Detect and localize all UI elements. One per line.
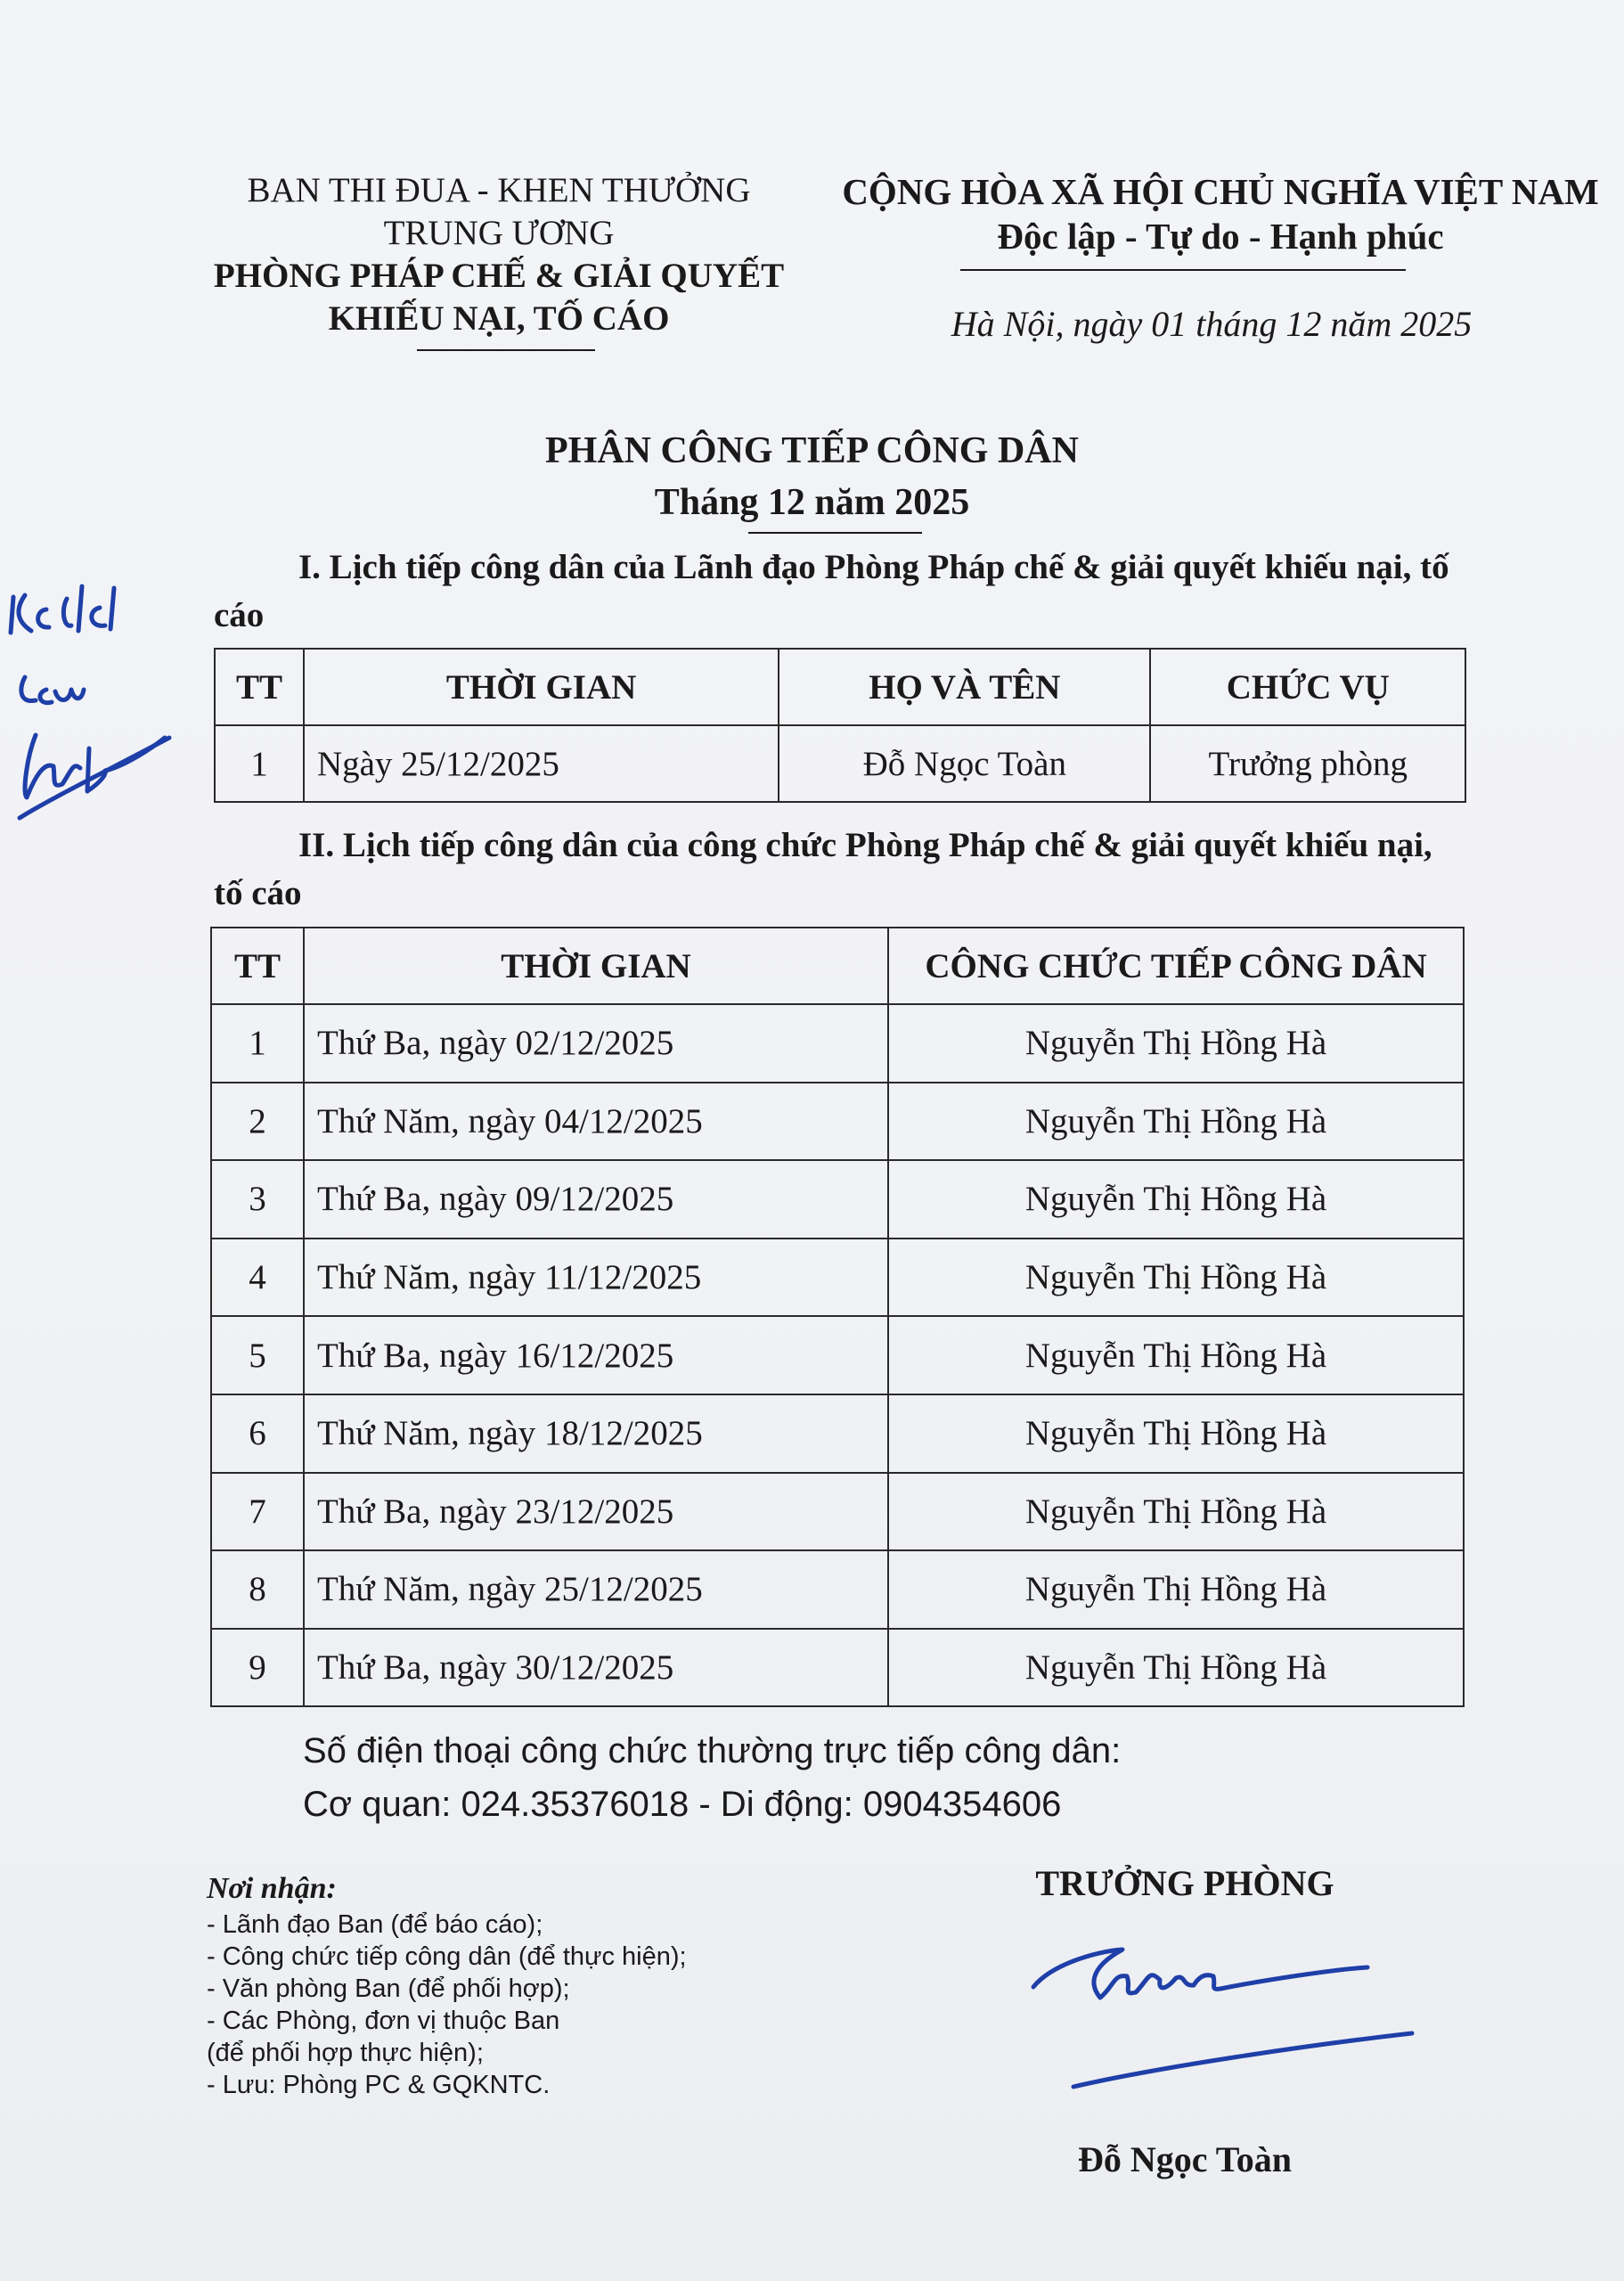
table-row [211, 1083, 1464, 1161]
table-row [215, 725, 1465, 802]
table-row [211, 1160, 1464, 1239]
row-number: 9 [211, 1629, 304, 1707]
title-underline [748, 532, 922, 534]
handwritten-annotation [0, 579, 178, 838]
signer-name: Đỗ Ngọc Toàn [1077, 2139, 1293, 2179]
table-row [211, 1316, 1464, 1394]
signer-title: TRƯỞNG PHÒNG [1035, 1863, 1334, 1903]
document-title: PHÂN CÔNG TIẾP CÔNG DÂN [545, 430, 1079, 471]
row-time: Thứ Ba, ngày 16/12/2025 [304, 1316, 888, 1394]
row-officer: Nguyễn Thị Hồng Hà [888, 1239, 1464, 1317]
column-header: THỜI GIAN [304, 928, 888, 1004]
row-officer: Nguyễn Thị Hồng Hà [888, 1316, 1464, 1394]
row-time: Thứ Năm, ngày 25/12/2025 [304, 1550, 888, 1629]
row-officer: Nguyễn Thị Hồng Hà [888, 1550, 1464, 1629]
document-subtitle: Tháng 12 năm 2025 [654, 482, 970, 523]
recipient-item: - Lãnh đạo Ban (để báo cáo); [207, 1910, 543, 1939]
row-officer: Nguyễn Thị Hồng Hà [888, 1083, 1464, 1161]
column-header: TT [211, 928, 304, 1004]
contact-label: Số điện thoại công chức thường trực tiếp công dân: [303, 1731, 1122, 1770]
row-officer: Nguyễn Thị Hồng Hà [888, 1160, 1464, 1239]
table-row [211, 1550, 1464, 1629]
row-officer: Nguyễn Thị Hồng Hà [888, 1473, 1464, 1551]
row-time: Thứ Năm, ngày 18/12/2025 [304, 1394, 888, 1473]
row-number: 3 [211, 1160, 304, 1239]
recipient-item: (để phối hợp thực hiện); [207, 2039, 484, 2067]
motto-underline [960, 269, 1406, 271]
section-2-heading: II. Lịch tiếp công dân của công chức Phòng Pháp chế & giải quyết khiếu nại, tố cáo [214, 826, 1432, 912]
contact-numbers: Cơ quan: 024.35376018 - Di động: 0904354606 [303, 1785, 1062, 1824]
national-header [793, 169, 1624, 258]
table-row [211, 1239, 1464, 1317]
row-number: 6 [211, 1394, 304, 1473]
recipients-label: Nơi nhận: [207, 1872, 337, 1905]
row-time: Thứ Ba, ngày 23/12/2025 [304, 1473, 888, 1551]
recipient-item: - Lưu: Phòng PC & GQKNTC. [207, 2071, 551, 2099]
recipient-item: - Công chức tiếp công dân (để thực hiện); [207, 1942, 687, 1971]
office-line-1: PHÒNG PHÁP CHẾ & GIẢI QUYẾT [213, 257, 785, 295]
recipients-block [207, 1869, 830, 2101]
row-number: 5 [211, 1316, 304, 1394]
signature [1016, 1934, 1425, 2094]
issuing-agency [178, 169, 820, 340]
row-time: Ngày 25/12/2025 [304, 725, 779, 802]
row-officer: Nguyễn Thị Hồng Hà [888, 1629, 1464, 1707]
row-position: Trưởng phòng [1150, 725, 1465, 802]
table-row [211, 1004, 1464, 1083]
column-header: CHỨC VỤ [1150, 649, 1465, 725]
row-time: Thứ Năm, ngày 11/12/2025 [304, 1239, 888, 1317]
section-1-heading: I. Lịch tiếp công dân của Lãnh đạo Phòng Pháp chế & giải quyết khiếu nại, tố cáo [214, 548, 1449, 634]
column-header: THỜI GIAN [304, 649, 779, 725]
recipient-item: - Văn phòng Ban (để phối hợp); [207, 1974, 570, 2003]
office-line-2: KHIẾU NẠI, TỐ CÁO [328, 299, 670, 338]
column-header: TT [215, 649, 304, 725]
row-time: Thứ Năm, ngày 04/12/2025 [304, 1083, 888, 1161]
column-header: HỌ VÀ TÊN [779, 649, 1150, 725]
row-officer: Nguyễn Thị Hồng Hà [888, 1004, 1464, 1083]
recipient-item: - Các Phòng, đơn vị thuộc Ban [207, 2007, 560, 2035]
row-officer: Nguyễn Thị Hồng Hà [888, 1394, 1464, 1473]
row-name: Đỗ Ngọc Toàn [779, 725, 1150, 802]
row-time: Thứ Ba, ngày 02/12/2025 [304, 1004, 888, 1083]
agency-line-1: BAN THI ĐUA - KHEN THƯỞNG [247, 171, 751, 209]
table-header-row [211, 928, 1464, 1004]
table-row [211, 1629, 1464, 1707]
leadership-schedule-table [214, 648, 1466, 803]
agency-underline [417, 349, 595, 351]
place-date: Hà Nội, ngày 01 tháng 12 năm 2025 [951, 304, 1473, 344]
agency-line-2: TRUNG ƯƠNG [383, 214, 615, 252]
row-number: 2 [211, 1083, 304, 1161]
column-header: CÔNG CHỨC TIẾP CÔNG DÂN [888, 928, 1464, 1004]
row-number: 4 [211, 1239, 304, 1317]
officer-schedule-table [210, 927, 1465, 1707]
row-number: 1 [215, 725, 304, 802]
motto: Độc lập - Tự do - Hạnh phúc [997, 216, 1444, 257]
row-number: 7 [211, 1473, 304, 1551]
table-row [211, 1473, 1464, 1551]
row-number: 1 [211, 1004, 304, 1083]
row-time: Thứ Ba, ngày 30/12/2025 [304, 1629, 888, 1707]
row-number: 8 [211, 1550, 304, 1629]
table-header-row [215, 649, 1465, 725]
table-row [211, 1394, 1464, 1473]
nation-name: CỘNG HÒA XÃ HỘI CHỦ NGHĨA VIỆT NAM [842, 171, 1599, 212]
row-time: Thứ Ba, ngày 09/12/2025 [304, 1160, 888, 1239]
